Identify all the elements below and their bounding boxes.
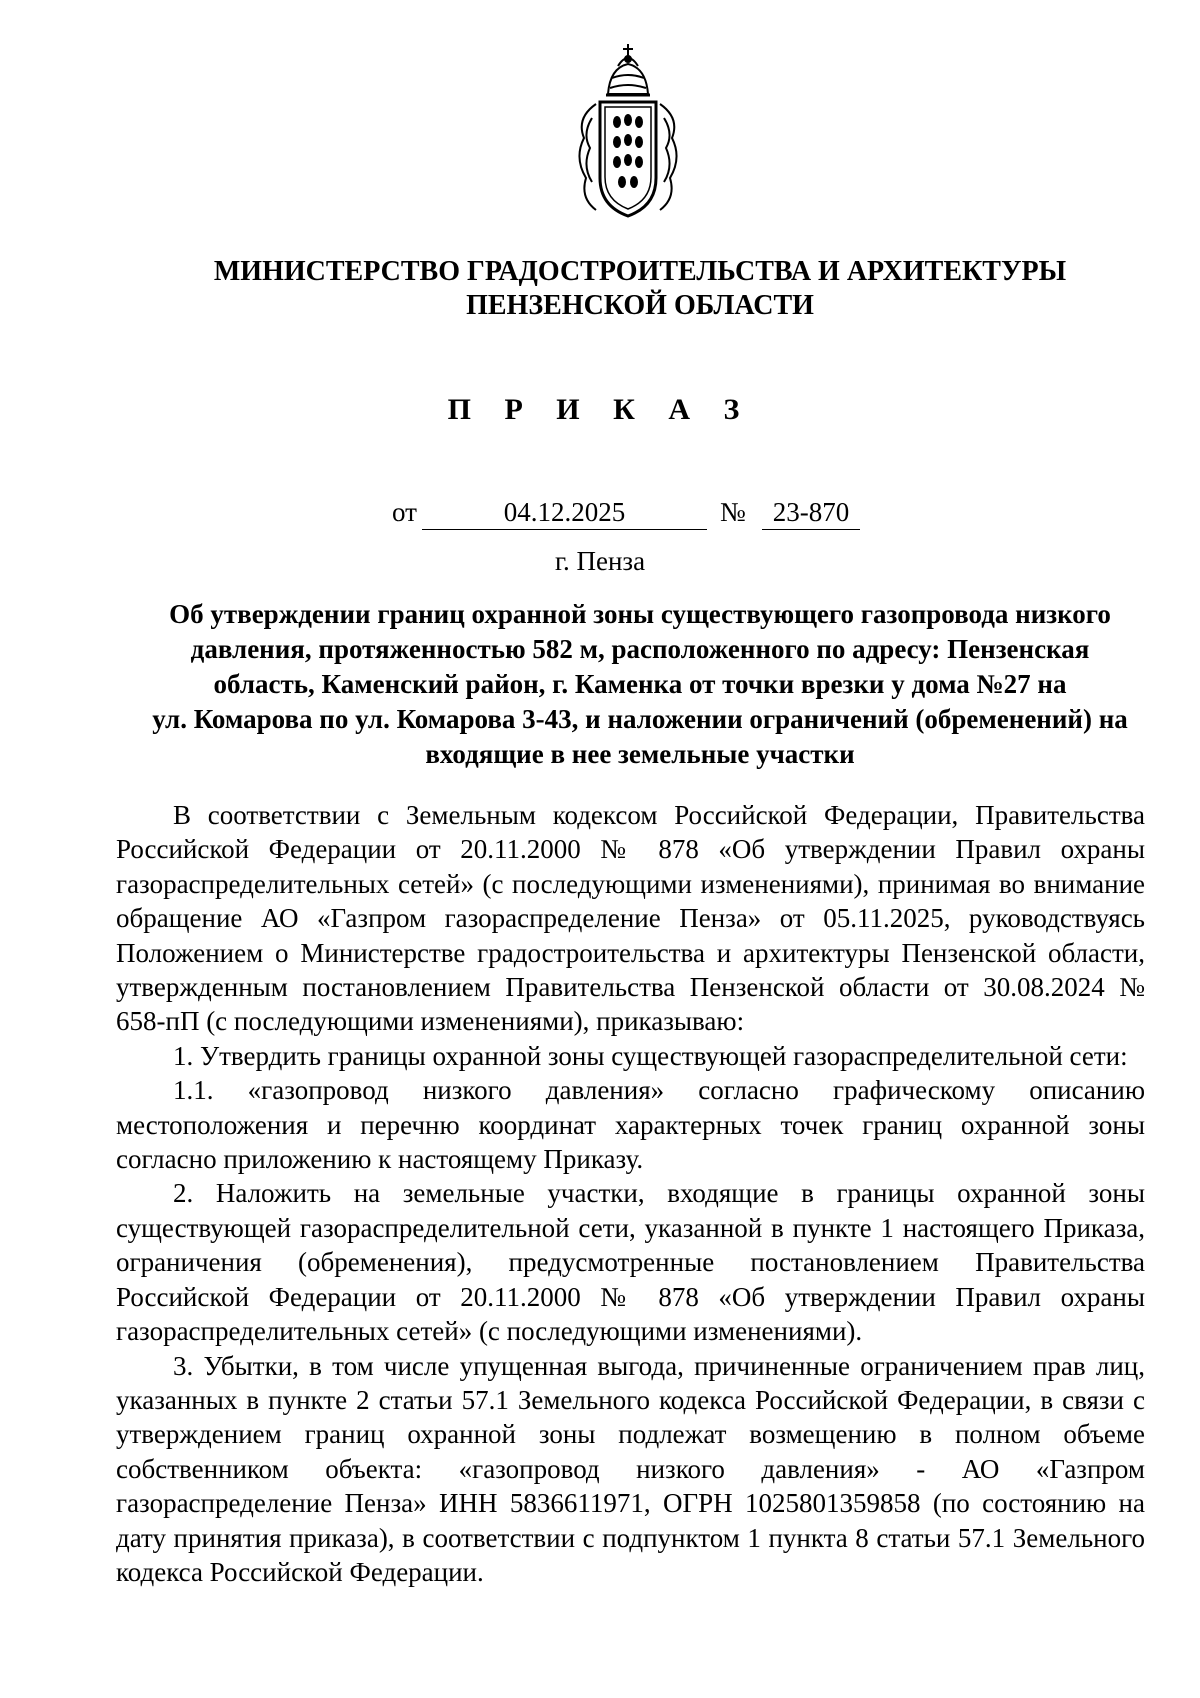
document-type-title: П Р И К А З	[447, 393, 753, 426]
item-1-paragraph: 1. Утвердить границы охранной зоны существующей газораспределительной сети:	[173, 1040, 1128, 1071]
order-subject	[110, 597, 1170, 772]
order-body	[116, 798, 1145, 1589]
order-date: 04.12.2025	[422, 497, 707, 530]
preamble-paragraph: В соответствии с Земельным кодексом Российской Федерации, Правительства Российской Федерации от 20.11.2000 № 878 «Об утверждении Правил охраны газораспределительных сетей» (с последующими изменениями), принимая во внимание обращение АО «Газпром газораспределение Пенза» от 05.11.2025, руководствуясь Положением о Министерстве градостроительства и архитектуры Пензенской области, утвержденным постановлением Правительства Пензенской области от 30.08.2024 № 658-пП (с последующими изменениями), приказываю:	[116, 800, 1145, 1037]
item-3-paragraph: 3. Убытки, в том числе упущенная выгода, причиненные ограничением прав лиц, указанных в пункте 2 статьи 57.1 Земельного кодекса Российской Федерации, в связи с утверждением границ охранной зоны подлежат возмещению в полном объеме собственником объекта: «газопровод низкого давления» - АО «Газпром газораспределение Пенза» ИНН 5836611971, ОГРН 1025801359858 (по состоянию на дату принятия приказа), в соответствии с подпунктом 1 пункта 8 статьи 57.1 Земельного кодекса Российской Федерации.	[116, 1350, 1145, 1587]
city-name: г. Пенза	[554, 546, 646, 576]
subject-line: входящие в нее земельные участки	[425, 739, 855, 769]
ministry-name-line1: МИНИСТЕРСТВО ГРАДОСТРОИТЕЛЬСТВА И АРХИТЕКТУРЫ	[213, 256, 1067, 287]
subject-line: область, Каменский район, г. Каменка от точки врезки у дома №27 на	[213, 669, 1067, 699]
order-number: 23-870	[762, 497, 860, 530]
date-prefix: от	[392, 497, 417, 527]
ministry-name	[110, 255, 1170, 323]
subject-line: Об утверждении границ охранной зоны существующего газопровода низкого	[169, 599, 1111, 629]
item-1-1-paragraph: 1.1. «газопровод низкого давления» согласно графическому описанию местоположения и перечню координат характерных точек границ охранной зоны согласно приложению к настоящему Приказу.	[116, 1075, 1145, 1175]
ministry-name-line2: ПЕНЗЕНСКОЙ ОБЛАСТИ	[466, 290, 814, 321]
number-sign: №	[720, 497, 746, 527]
subject-line: давления, протяженностью 582 м, расположенного по адресу: Пензенская	[190, 634, 1090, 664]
subject-line: ул. Комарова по ул. Комарова 3-43, и наложении ограничений (обременений) на	[152, 704, 1128, 734]
item-2-paragraph: 2. Наложить на земельные участки, входящие в границы охранной зоны существующей газораспределительной сети, указанной в пункте 1 настоящего Приказа, ограничения (обременения), предусмотренные постановлением Правительства Российской Федерации от 20.11.2000 № 878 «Об утверждении Правил охраны газораспределительных сетей» (с последующими изменениями).	[116, 1178, 1145, 1347]
coat-of-arms-icon	[566, 38, 690, 226]
